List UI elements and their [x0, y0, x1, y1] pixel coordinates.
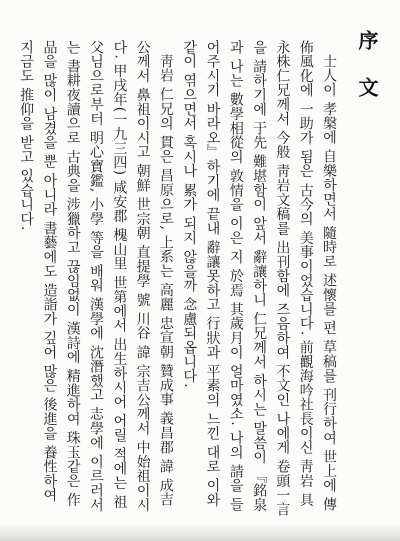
page-title: 序 文	[355, 30, 379, 107]
preface-body	[14, 40, 340, 520]
page-edge-shadow	[0, 523, 400, 541]
paragraph: 士人이 孝槃에 自樂하면서 隨時로 述懷를 편 草稿를 刊行하여 世上에 傳佈風化에 一助가 됨은 古今의 美事이었습니다. 前觀海吟社長이신 靑岩 具永株仁兄께서 今般 靑岩文稿를 出刊함에 즈음하여 不文인 나에게 卷頭一言을 請하기에 于先 難堪함이 앞서 辭讓하니 仁兄께서 하시는 말씀이 『銘泉과 나는 數學相從의 敦情을 이은 지 於焉 其歲月이 얼마였소. 나의 請을 들어주시기 바라오』하기에 끝내 辭讓못하고 行狀과 平素의 느낀 대로 이와 같이 엮으면서 혹시나 累가 되지 않을까 念慮되옵니다.	[181, 40, 337, 517]
paragraph: 靑岩 仁兄의 貫은 昌原으로, 上系는 高麗 忠宣朝 贊成事 義昌郡 諱 成吉公께서 鼻祖이시고 朝鮮 世宗朝 直提學 號 川谷 諱 宗吉公께서 中始祖이시다. 甲戌年(一九三四) 咸安郡 槐山里 世第에서 出生하시어 어릴 적에는 祖父님으로부터 明心寶鑑, 小學 等을 배워 漢學에 沈潛했고 志學에 이르러서는 書耕夜讀으로 古典을 涉獵하고 끊임없이 漢詩에 精進하여 珠玉같은 作品을 많이 남겼을 뿐 아니라 書藝에도 造詣가 깊어 많은 後進을 養性하여 지금도 推仰을 받고 있습니다.	[18, 40, 174, 512]
